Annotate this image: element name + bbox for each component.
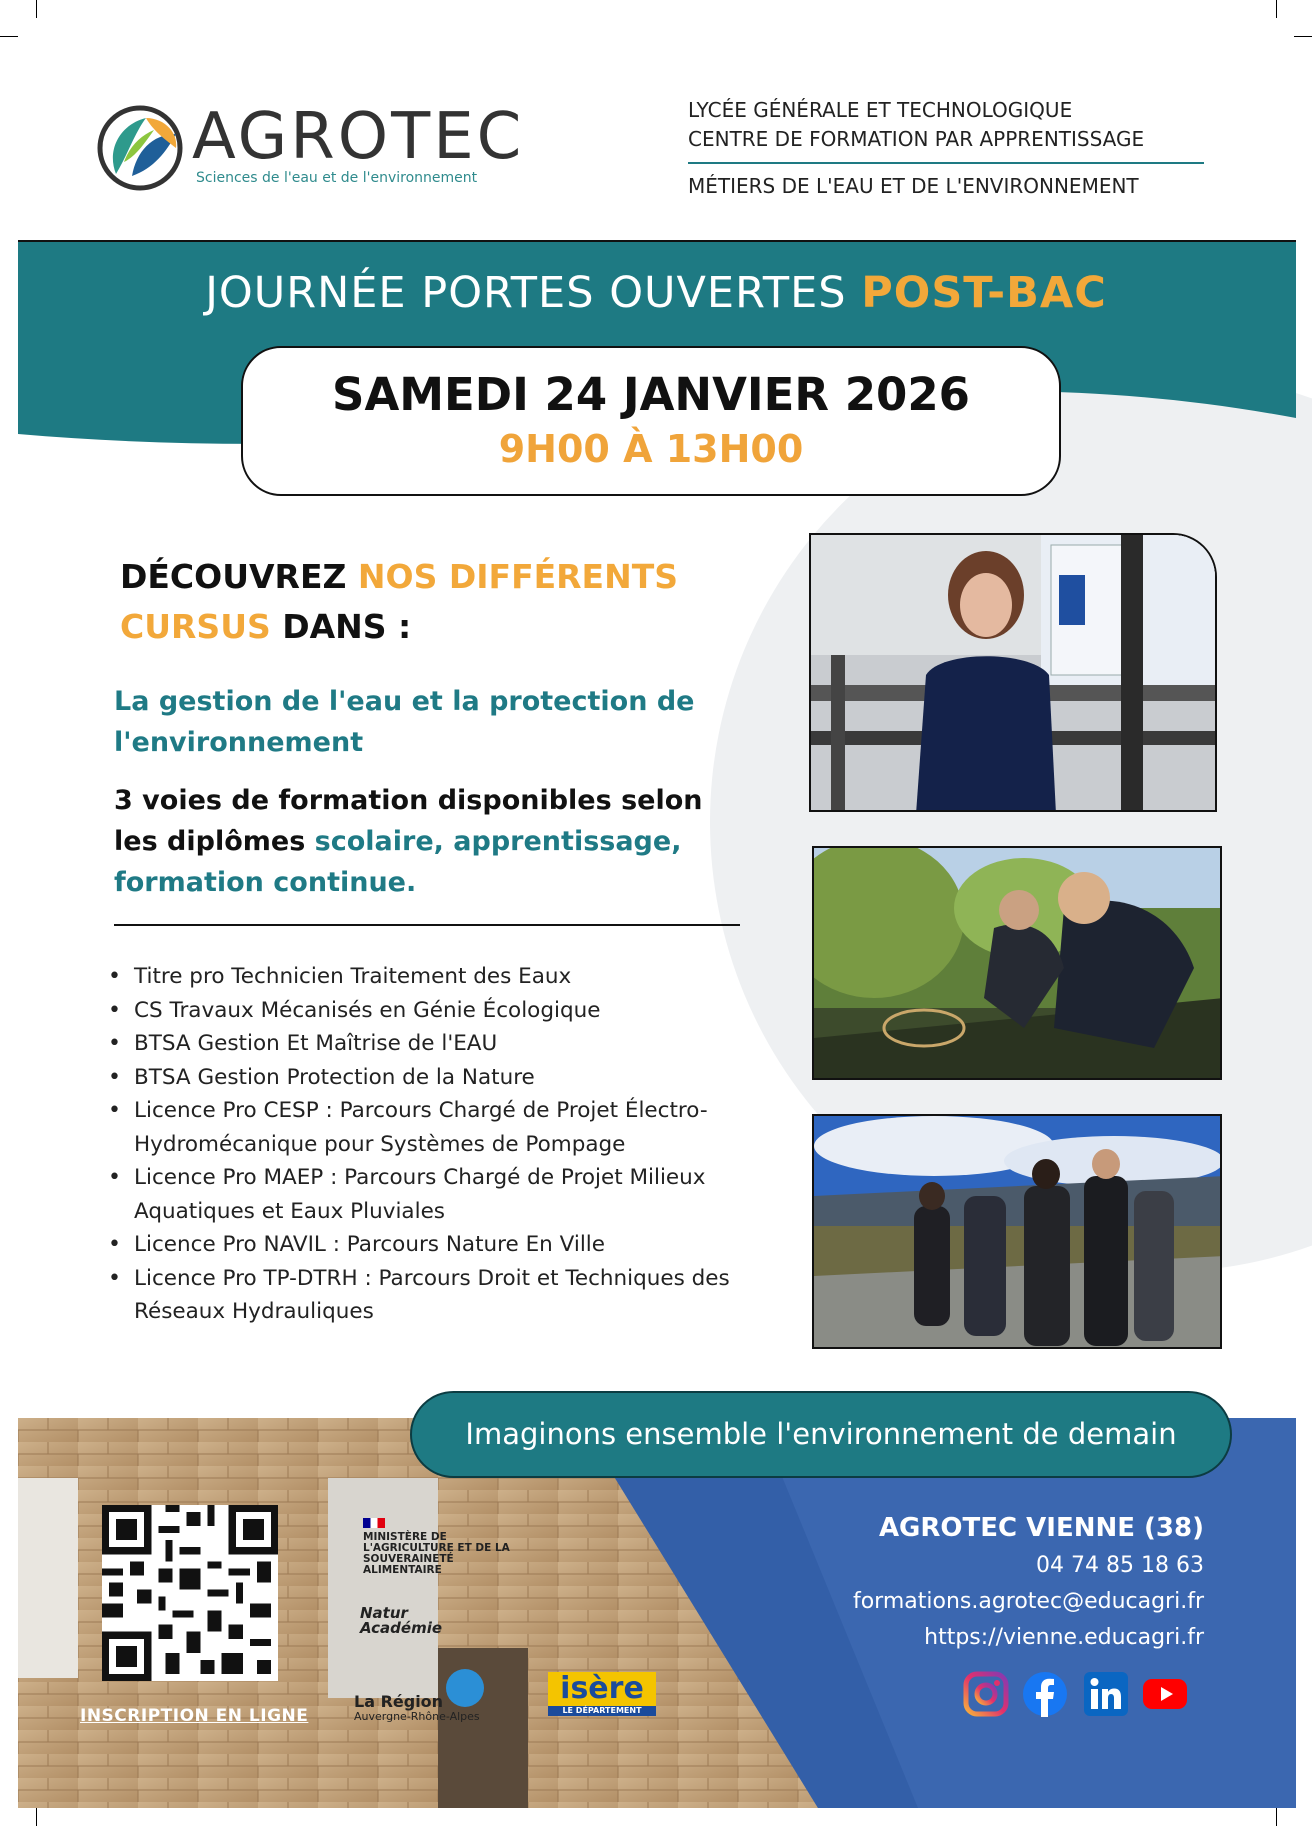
list-item: • Titre pro Technicien Traitement des Eaux (108, 960, 758, 994)
contact-title: AGROTEC VIENNE (38) (878, 1513, 1204, 1543)
header-divider (688, 162, 1204, 164)
naturacademie-logo: Natur Académie (360, 1604, 443, 1637)
ministere-logo (363, 1518, 513, 1576)
school-line-2: CENTRE DE FORMATION PAR APPRENTISSAGE (688, 127, 1145, 151)
list-divider (114, 924, 740, 926)
school-line-3: MÉTIERS DE L'EAU ET DE L'ENVIRONNEMENT (688, 174, 1139, 198)
open-day-title (0, 268, 1312, 318)
list-item: • Licence Pro CESP : Parcours Chargé de Projet Électro-Hydromécanique pour Systèmes de Pompage (108, 1094, 758, 1161)
contact-block (853, 1508, 1204, 1656)
isere-logo (548, 1672, 656, 1718)
event-date: SAMEDI 24 JANVIER 2026 (332, 368, 970, 421)
isere-wordmark: isère (548, 1672, 656, 1706)
date-box (241, 346, 1061, 496)
crop-mark (0, 36, 18, 37)
school-line-1: LYCÉE GÉNÉRALE ET TECHNOLOGIQUE (688, 98, 1073, 122)
title-plain: JOURNÉE PORTES OUVERTES (205, 268, 862, 318)
discover-part-4: DANS : (270, 607, 412, 646)
instagram-icon[interactable] (963, 1671, 1009, 1717)
logo-tagline: Sciences de l'eau et de l'environnement (196, 170, 478, 186)
title-accent: POST-BAC (861, 268, 1107, 318)
ministere-label: MINISTÈRE DE L'AGRICULTURE ET DE LA SOUVERAINETÉ ALIMENTAIRE (363, 1531, 510, 1576)
program-subheading: La gestion de l'eau et la protection de l'environnement (114, 686, 695, 758)
crop-mark (36, 0, 37, 18)
marianne-flag-icon (363, 1518, 385, 1528)
contact-website[interactable]: https://vienne.educagri.fr (924, 1625, 1204, 1650)
discover-part-2: NOS DIFFÉRENTS (357, 557, 678, 596)
list-item: • Licence Pro NAVIL : Parcours Nature En Ville (108, 1228, 758, 1262)
voies-highlight: scolaire, apprentissage, formation continue. (114, 826, 682, 898)
qr-code[interactable] (102, 1505, 278, 1681)
discover-heading (120, 552, 740, 652)
training-paths (114, 780, 754, 903)
list-item: • BTSA Gestion Et Maîtrise de l'EAU (108, 1027, 758, 1061)
facebook-icon[interactable] (1022, 1671, 1068, 1717)
course-list (108, 960, 758, 1329)
region-logo: La Région (354, 1692, 444, 1711)
crop-mark (1294, 36, 1312, 37)
crop-mark (1276, 1808, 1277, 1826)
list-item: • Licence Pro TP-DTRH : Parcours Droit et Techniques des Réseaux Hydrauliques (108, 1262, 758, 1329)
discover-part-3: CURSUS (120, 607, 271, 646)
discover-part-1: DÉCOUVREZ (120, 557, 358, 596)
photo-field-sampling (812, 846, 1222, 1080)
list-item: • CS Travaux Mécanisés en Génie Écologique (108, 994, 758, 1028)
crop-mark (1276, 0, 1277, 18)
region-mark-icon (446, 1669, 484, 1707)
list-item: • BTSA Gestion Protection de la Nature (108, 1061, 758, 1095)
agrotec-logo (96, 100, 526, 200)
voies-text: 3 voies de formation disponibles selon les diplômes (114, 785, 703, 857)
linkedin-icon[interactable] (1083, 1671, 1129, 1717)
isere-subtitle: LE DÉPARTEMENT (548, 1706, 656, 1716)
leaf-logo-icon (96, 104, 184, 192)
contact-email[interactable]: formations.agrotec@educagri.fr (852, 1589, 1204, 1614)
youtube-icon[interactable] (1142, 1671, 1188, 1717)
school-description (688, 96, 1203, 154)
slogan-banner: Imaginons ensemble l'environnement de demain (410, 1391, 1232, 1478)
logo-wordmark: AGROTEC (192, 100, 525, 174)
qr-registration-link[interactable]: INSCRIPTION EN LIGNE (80, 1706, 309, 1726)
crop-mark (36, 1808, 37, 1826)
photo-lab-student (809, 533, 1217, 812)
list-item: • Licence Pro MAEP : Parcours Chargé de Projet Milieux Aquatiques et Eaux Pluviales (108, 1161, 758, 1228)
contact-phone[interactable]: 04 74 85 18 63 (1036, 1553, 1204, 1578)
region-subtitle: Auvergne-Rhône-Alpes (354, 1710, 480, 1723)
photo-group-hike (812, 1114, 1222, 1349)
event-time: 9H00 À 13H00 (498, 427, 804, 471)
